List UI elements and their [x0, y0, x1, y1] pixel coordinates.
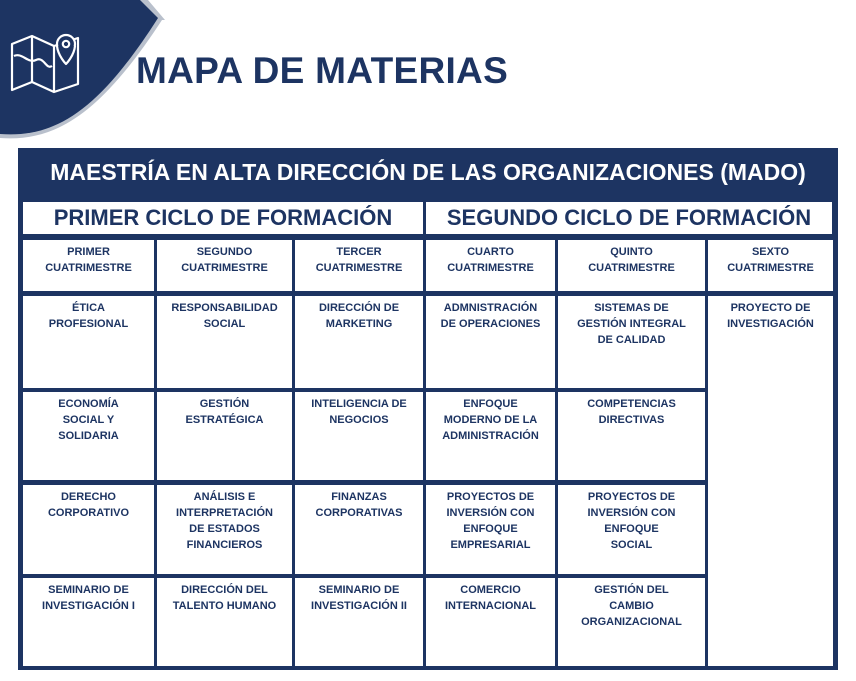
subject-cell: PROYECTOS DE INVERSIÓN CON ENFOQUE EMPRESARIAL [426, 485, 555, 574]
subject-cell: DIRECCIÓN DE MARKETING [295, 296, 423, 388]
term-header: TERCER CUATRIMESTRE [295, 240, 423, 291]
subject-cell: SEMINARIO DE INVESTIGACIÓN I [23, 578, 154, 666]
subject-cell: PROYECTOS DE INVERSIÓN CON ENFOQUE SOCIAL [558, 485, 705, 574]
subject-cell: GESTIÓN ESTRATÉGICA [157, 392, 292, 480]
term-header: SEGUNDO CUATRIMESTRE [157, 240, 292, 291]
subject-cell: ÉTICA PROFESIONAL [23, 296, 154, 388]
subject-cell: COMPETENCIAS DIRECTIVAS [558, 392, 705, 480]
program-title: MAESTRÍA EN ALTA DIRECCIÓN DE LAS ORGANIZACIONES (MADO) [50, 158, 806, 185]
subject-cell: GESTIÓN DEL CAMBIO ORGANIZACIONAL [558, 578, 705, 666]
subject-cell: RESPONSABILIDAD SOCIAL [157, 296, 292, 388]
subject-cell: SEMINARIO DE INVESTIGACIÓN II [295, 578, 423, 666]
subject-cell: DIRECCIÓN DEL TALENTO HUMANO [157, 578, 292, 666]
term-header: PRIMER CUATRIMESTRE [23, 240, 154, 291]
page-title: MAPA DE MATERIAS [136, 50, 509, 91]
subject-cell: ANÁLISIS E INTERPRETACIÓN DE ESTADOS FINANCIEROS [157, 485, 292, 574]
term-header: QUINTO CUATRIMESTRE [558, 240, 705, 291]
term-header: CUARTO CUATRIMESTRE [426, 240, 555, 291]
curriculum-map [18, 148, 838, 670]
term-header: SEXTO CUATRIMESTRE [708, 240, 833, 291]
subject-cell: ADMNISTRACIÓN DE OPERACIONES [426, 296, 555, 388]
subject-cell: FINANZAS CORPORATIVAS [295, 485, 423, 574]
subject-cell: COMERCIO INTERNACIONAL [426, 578, 555, 666]
subject-cell: INTELIGENCIA DE NEGOCIOS [295, 392, 423, 480]
cycle-header-second: SEGUNDO CICLO DE FORMACIÓN [426, 202, 832, 234]
cycle-header-first: PRIMER CICLO DE FORMACIÓN [23, 202, 423, 234]
subject-cell: SISTEMAS DE GESTIÓN INTEGRAL DE CALIDAD [558, 296, 705, 388]
subject-cell: ECONOMÍA SOCIAL Y SOLIDARIA [23, 392, 154, 480]
subject-cell: ENFOQUE MODERNO DE LA ADMINISTRACIÓN [426, 392, 555, 480]
subject-cell: PROYECTO DE INVESTIGACIÓN [708, 296, 833, 666]
subject-cell: DERECHO CORPORATIVO [23, 485, 154, 574]
